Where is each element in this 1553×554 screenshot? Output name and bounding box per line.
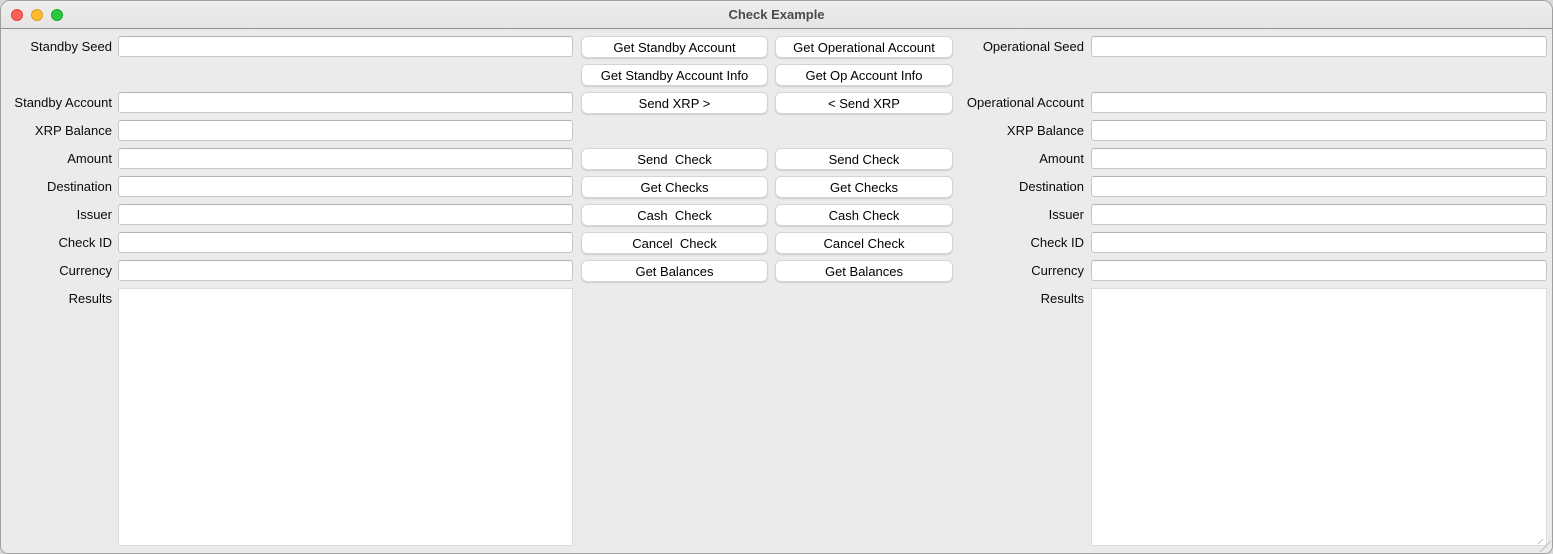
standby-issuer-label: Issuer (76, 207, 112, 222)
operational-seed-label: Operational Seed (982, 39, 1084, 54)
operational-get-checks-button[interactable]: Get Checks (775, 176, 953, 198)
traffic-lights (11, 1, 63, 29)
get-operational-account-button[interactable]: Get Operational Account (775, 36, 953, 58)
standby-get-balances-button[interactable]: Get Balances (581, 260, 768, 282)
standby-cash-check-button[interactable]: Cash Check (581, 204, 768, 226)
standby-amount-input[interactable] (118, 148, 573, 169)
standby-currency-label: Currency (59, 263, 112, 278)
standby-amount-label: Amount (67, 151, 112, 166)
standby-balance-label: XRP Balance (34, 123, 112, 138)
standby-destination-label: Destination (46, 179, 112, 194)
title-bar[interactable] (1, 1, 1552, 29)
standby-seed-label: Standby Seed (30, 39, 112, 54)
standby-issuer-input[interactable] (118, 204, 573, 225)
operational-balance-input[interactable] (1091, 120, 1547, 141)
operational-amount-input[interactable] (1091, 148, 1547, 169)
form-content (1, 30, 1552, 553)
operational-check-id-label: Check ID (1030, 235, 1084, 250)
standby-account-input[interactable] (118, 92, 573, 113)
operational-get-balances-button[interactable]: Get Balances (775, 260, 953, 282)
standby-results-label: Results (68, 291, 112, 306)
operational-account-label: Operational Account (966, 95, 1084, 110)
standby-send-xrp-button[interactable]: Send XRP > (581, 92, 768, 114)
operational-account-input[interactable] (1091, 92, 1547, 113)
get-op-account-info-button[interactable]: Get Op Account Info (775, 64, 953, 86)
operational-results-textarea[interactable] (1091, 288, 1547, 546)
operational-cash-check-button[interactable]: Cash Check (775, 204, 953, 226)
operational-currency-input[interactable] (1091, 260, 1547, 281)
operational-send-xrp-button[interactable]: < Send XRP (775, 92, 953, 114)
standby-balance-input[interactable] (118, 120, 573, 141)
standby-currency-input[interactable] (118, 260, 573, 281)
operational-results-label: Results (1040, 291, 1084, 306)
operational-currency-label: Currency (1031, 263, 1084, 278)
operational-check-id-input[interactable] (1091, 232, 1547, 253)
standby-send-check-button[interactable]: Send Check (581, 148, 768, 170)
window-title: Check Example (728, 7, 825, 22)
operational-issuer-input[interactable] (1091, 204, 1547, 225)
standby-destination-input[interactable] (118, 176, 573, 197)
standby-cancel-check-button[interactable]: Cancel Check (581, 232, 768, 254)
get-standby-account-info-button[interactable]: Get Standby Account Info (581, 64, 768, 86)
operational-destination-label: Destination (1018, 179, 1084, 194)
standby-check-id-input[interactable] (118, 232, 573, 253)
operational-issuer-label: Issuer (1048, 207, 1084, 222)
standby-account-label: Standby Account (14, 95, 112, 110)
get-standby-account-button[interactable]: Get Standby Account (581, 36, 768, 58)
operational-amount-label: Amount (1039, 151, 1084, 166)
standby-get-checks-button[interactable]: Get Checks (581, 176, 768, 198)
operational-send-check-button[interactable]: Send Check (775, 148, 953, 170)
minimize-button[interactable] (31, 9, 43, 21)
operational-seed-input[interactable] (1091, 36, 1547, 57)
zoom-button[interactable] (51, 9, 63, 21)
close-button[interactable] (11, 9, 23, 21)
operational-balance-label: XRP Balance (1006, 123, 1084, 138)
operational-cancel-check-button[interactable]: Cancel Check (775, 232, 953, 254)
operational-destination-input[interactable] (1091, 176, 1547, 197)
standby-results-textarea[interactable] (118, 288, 573, 546)
standby-seed-input[interactable] (118, 36, 573, 57)
standby-check-id-label: Check ID (58, 235, 112, 250)
